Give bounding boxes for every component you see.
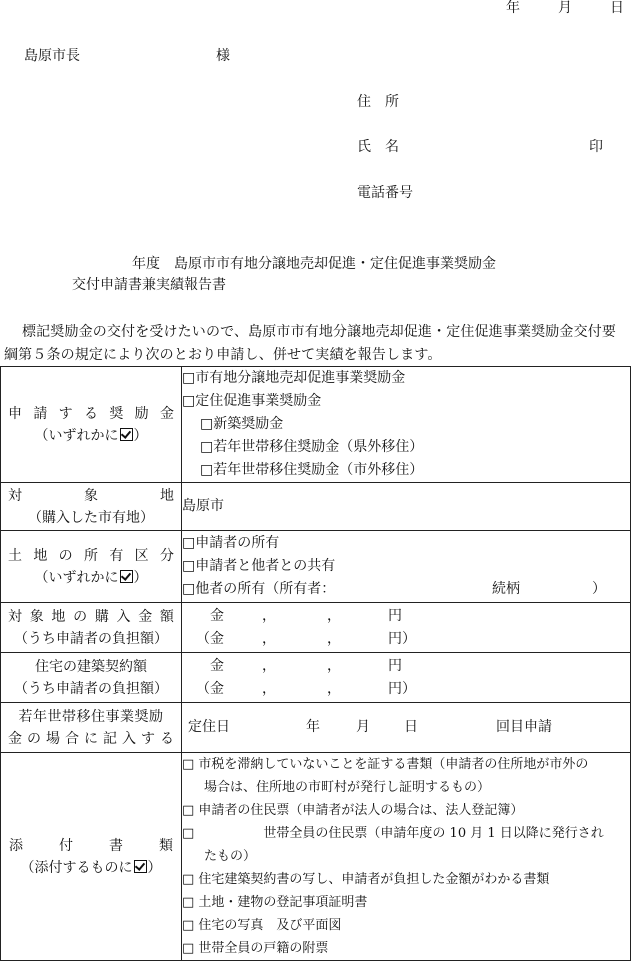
settle-date-label: 定住日 [188, 719, 230, 735]
label-char: 金 [159, 405, 174, 422]
label-char: 地 [51, 608, 66, 625]
label-char: 対 [8, 487, 22, 504]
label-char: 付 [59, 837, 73, 854]
construction-amount[interactable]: 金 ， ， 円 [210, 657, 402, 674]
construction-label: 住宅の建築契約額 [35, 658, 147, 675]
attachments-sub: （添付するものに ） [20, 859, 162, 876]
form-title-line1: 年度 島原市市有地分譲地売却促進・定住促進事業奨励金 [132, 256, 496, 272]
label-char: 地 [160, 487, 174, 504]
date-month: 月 [558, 0, 572, 16]
grant-label [1, 403, 181, 425]
construction-amounts [182, 653, 631, 703]
label-char: 区 [134, 547, 149, 564]
construction-sub: （うち申請者の負担額） [14, 680, 168, 697]
grant-label-cell [1, 367, 182, 483]
attachment-item-cont: たもの） [204, 849, 257, 864]
attachments-label-cell [1, 753, 182, 961]
label-char: 分 [159, 547, 174, 564]
label-char: る [83, 405, 98, 422]
application-count: 回目申請 [496, 719, 552, 735]
attachment-item[interactable]: □ 市税を滞納していないことを証する書類（申請者の住所地が市外の [182, 757, 589, 772]
target-label-cell [1, 483, 182, 531]
target-value[interactable]: 島原市 [182, 483, 631, 531]
ownership-label-cell [1, 531, 182, 603]
purchase-amounts [182, 603, 631, 653]
ownership-sub: （いずれかに ） [34, 569, 148, 586]
date-line [506, 0, 624, 17]
construction-burden[interactable]: （金 ， ， 円） [196, 680, 416, 697]
label-char: 申 [8, 405, 22, 422]
label-char: る [160, 730, 174, 747]
purchase-row [1, 603, 631, 653]
label-char: 書 [109, 837, 123, 854]
label-char: 所 [83, 547, 98, 564]
attachment-item[interactable]: □ 土地・建物の登記事項証明書 [182, 895, 368, 910]
option-settlement[interactable]: □定住促進事業奨励金 [182, 393, 322, 409]
addressee-honorific: 様 [216, 48, 230, 64]
target-sub: （購入した市有地） [28, 509, 154, 526]
checkmark-box-icon [134, 860, 147, 873]
purchase-label [1, 606, 181, 628]
purchase-sub: （うち申請者の負担額） [14, 630, 168, 647]
young-row [1, 703, 631, 753]
label-char: の [58, 547, 73, 564]
attachment-item-cont: 場合は、住所地の市町村が発行し証明するもの） [204, 780, 491, 795]
ownership-options [182, 531, 631, 603]
label-char: 土 [8, 547, 22, 564]
attachment-item[interactable]: □ 申請者の住民票（申請者が法人の場合は、法人登記簿） [182, 803, 524, 818]
construction-label-cell [1, 653, 182, 703]
label-char: 象 [84, 487, 98, 504]
label-char: す [58, 405, 73, 422]
target-label [1, 485, 181, 507]
grant-options [182, 367, 631, 483]
label-char: 有 [109, 547, 124, 564]
label-char: 記 [103, 730, 117, 747]
attachment-item[interactable]: □ 世帯全員の住民票（申請年度の 10 月 1 日以降に発行され [182, 826, 604, 841]
label-char: す [141, 730, 155, 747]
option-shared[interactable]: □申請者と他者との共有 [182, 558, 336, 574]
label-char: 励 [134, 405, 149, 422]
label-char: の [73, 608, 88, 625]
relation-label: 続柄 [492, 581, 520, 597]
purchase-burden[interactable]: （金 ， ， 円） [196, 630, 416, 647]
construction-row [1, 653, 631, 703]
option-own[interactable]: □申請者の所有 [182, 535, 280, 551]
label-char: 入 [116, 608, 131, 625]
attachment-item[interactable]: □ 世帯全員の戸籍の附票 [182, 941, 329, 956]
close-paren: ） [592, 581, 606, 597]
label-char: 対 [8, 608, 22, 625]
grant-row [1, 367, 631, 483]
attachment-item[interactable]: □ 住宅の写真 及び平面図 [182, 918, 342, 933]
attachments-label [1, 835, 181, 857]
address-label: 住 所 [357, 94, 399, 110]
date-day: 日 [610, 0, 624, 16]
checkmark-box-icon [120, 570, 133, 583]
label-char: 入 [122, 730, 136, 747]
young-label-cell [1, 703, 182, 753]
option-new-build[interactable]: □新築奨励金 [200, 416, 284, 432]
attachments-row [1, 753, 631, 961]
intro-text: 標記奨励金の交付を受けたいので、島原市市有地分譲地売却促進・定住促進事業奨励金交付要綱第５条の規定により次のとおり申請し、併せて実績を報告します。 [4, 324, 617, 363]
label-char: 象 [29, 608, 44, 625]
option-young-outside-city[interactable]: □若年世帯移住奨励金（市外移住） [200, 462, 424, 478]
addressee: 島原市長 [24, 48, 80, 64]
label-char: に [84, 730, 98, 747]
option-young-outside-pref[interactable]: □若年世帯移住奨励金（県外移住） [200, 439, 424, 455]
label-char: 地 [33, 547, 48, 564]
attachments-list [182, 753, 631, 961]
label-char: 奨 [109, 405, 124, 422]
form-title-line2: 交付申請書兼実績報告書 [72, 277, 226, 293]
date-year: 年 [506, 0, 520, 16]
settle-date-line[interactable]: 定住日 年 月 日 回目申請 [182, 716, 630, 739]
label-char: 場 [46, 730, 60, 747]
ownership-label [1, 545, 181, 567]
seal-mark: 印 [589, 139, 603, 155]
young-label-line2 [1, 728, 181, 750]
application-table [0, 366, 631, 961]
grant-sub: （いずれかに ） [34, 427, 148, 444]
label-char: 額 [159, 608, 174, 625]
phone-label: 電話番号 [357, 185, 413, 201]
purchase-amount[interactable]: 金 ， ， 円 [210, 607, 402, 624]
attachment-item[interactable]: □ 住宅建築契約書の写し、申請者が負担した金額がわかる書類 [182, 872, 550, 887]
name-label: 氏 名 [357, 139, 399, 155]
label-char: 金 [8, 730, 22, 747]
young-label-line1: 若年世帯移住事業奨励 [18, 708, 164, 725]
label-char: 金 [138, 608, 153, 625]
purchase-label-cell [1, 603, 182, 653]
label-char: 合 [65, 730, 79, 747]
option-land-sale[interactable]: □市有地分譲地売却促進事業奨励金 [182, 370, 406, 386]
target-row [1, 483, 631, 531]
option-other-owner[interactable]: □他者の所有（所有者： 続柄 ） [182, 578, 630, 601]
checkmark-box-icon [120, 428, 133, 441]
label-char: 購 [94, 608, 109, 625]
label-char: の [27, 730, 41, 747]
intro-paragraph [4, 321, 626, 367]
young-fields [182, 703, 631, 753]
label-char: 請 [33, 405, 48, 422]
ownership-row [1, 531, 631, 603]
label-char: 類 [159, 837, 173, 854]
label-char: 添 [9, 837, 23, 854]
